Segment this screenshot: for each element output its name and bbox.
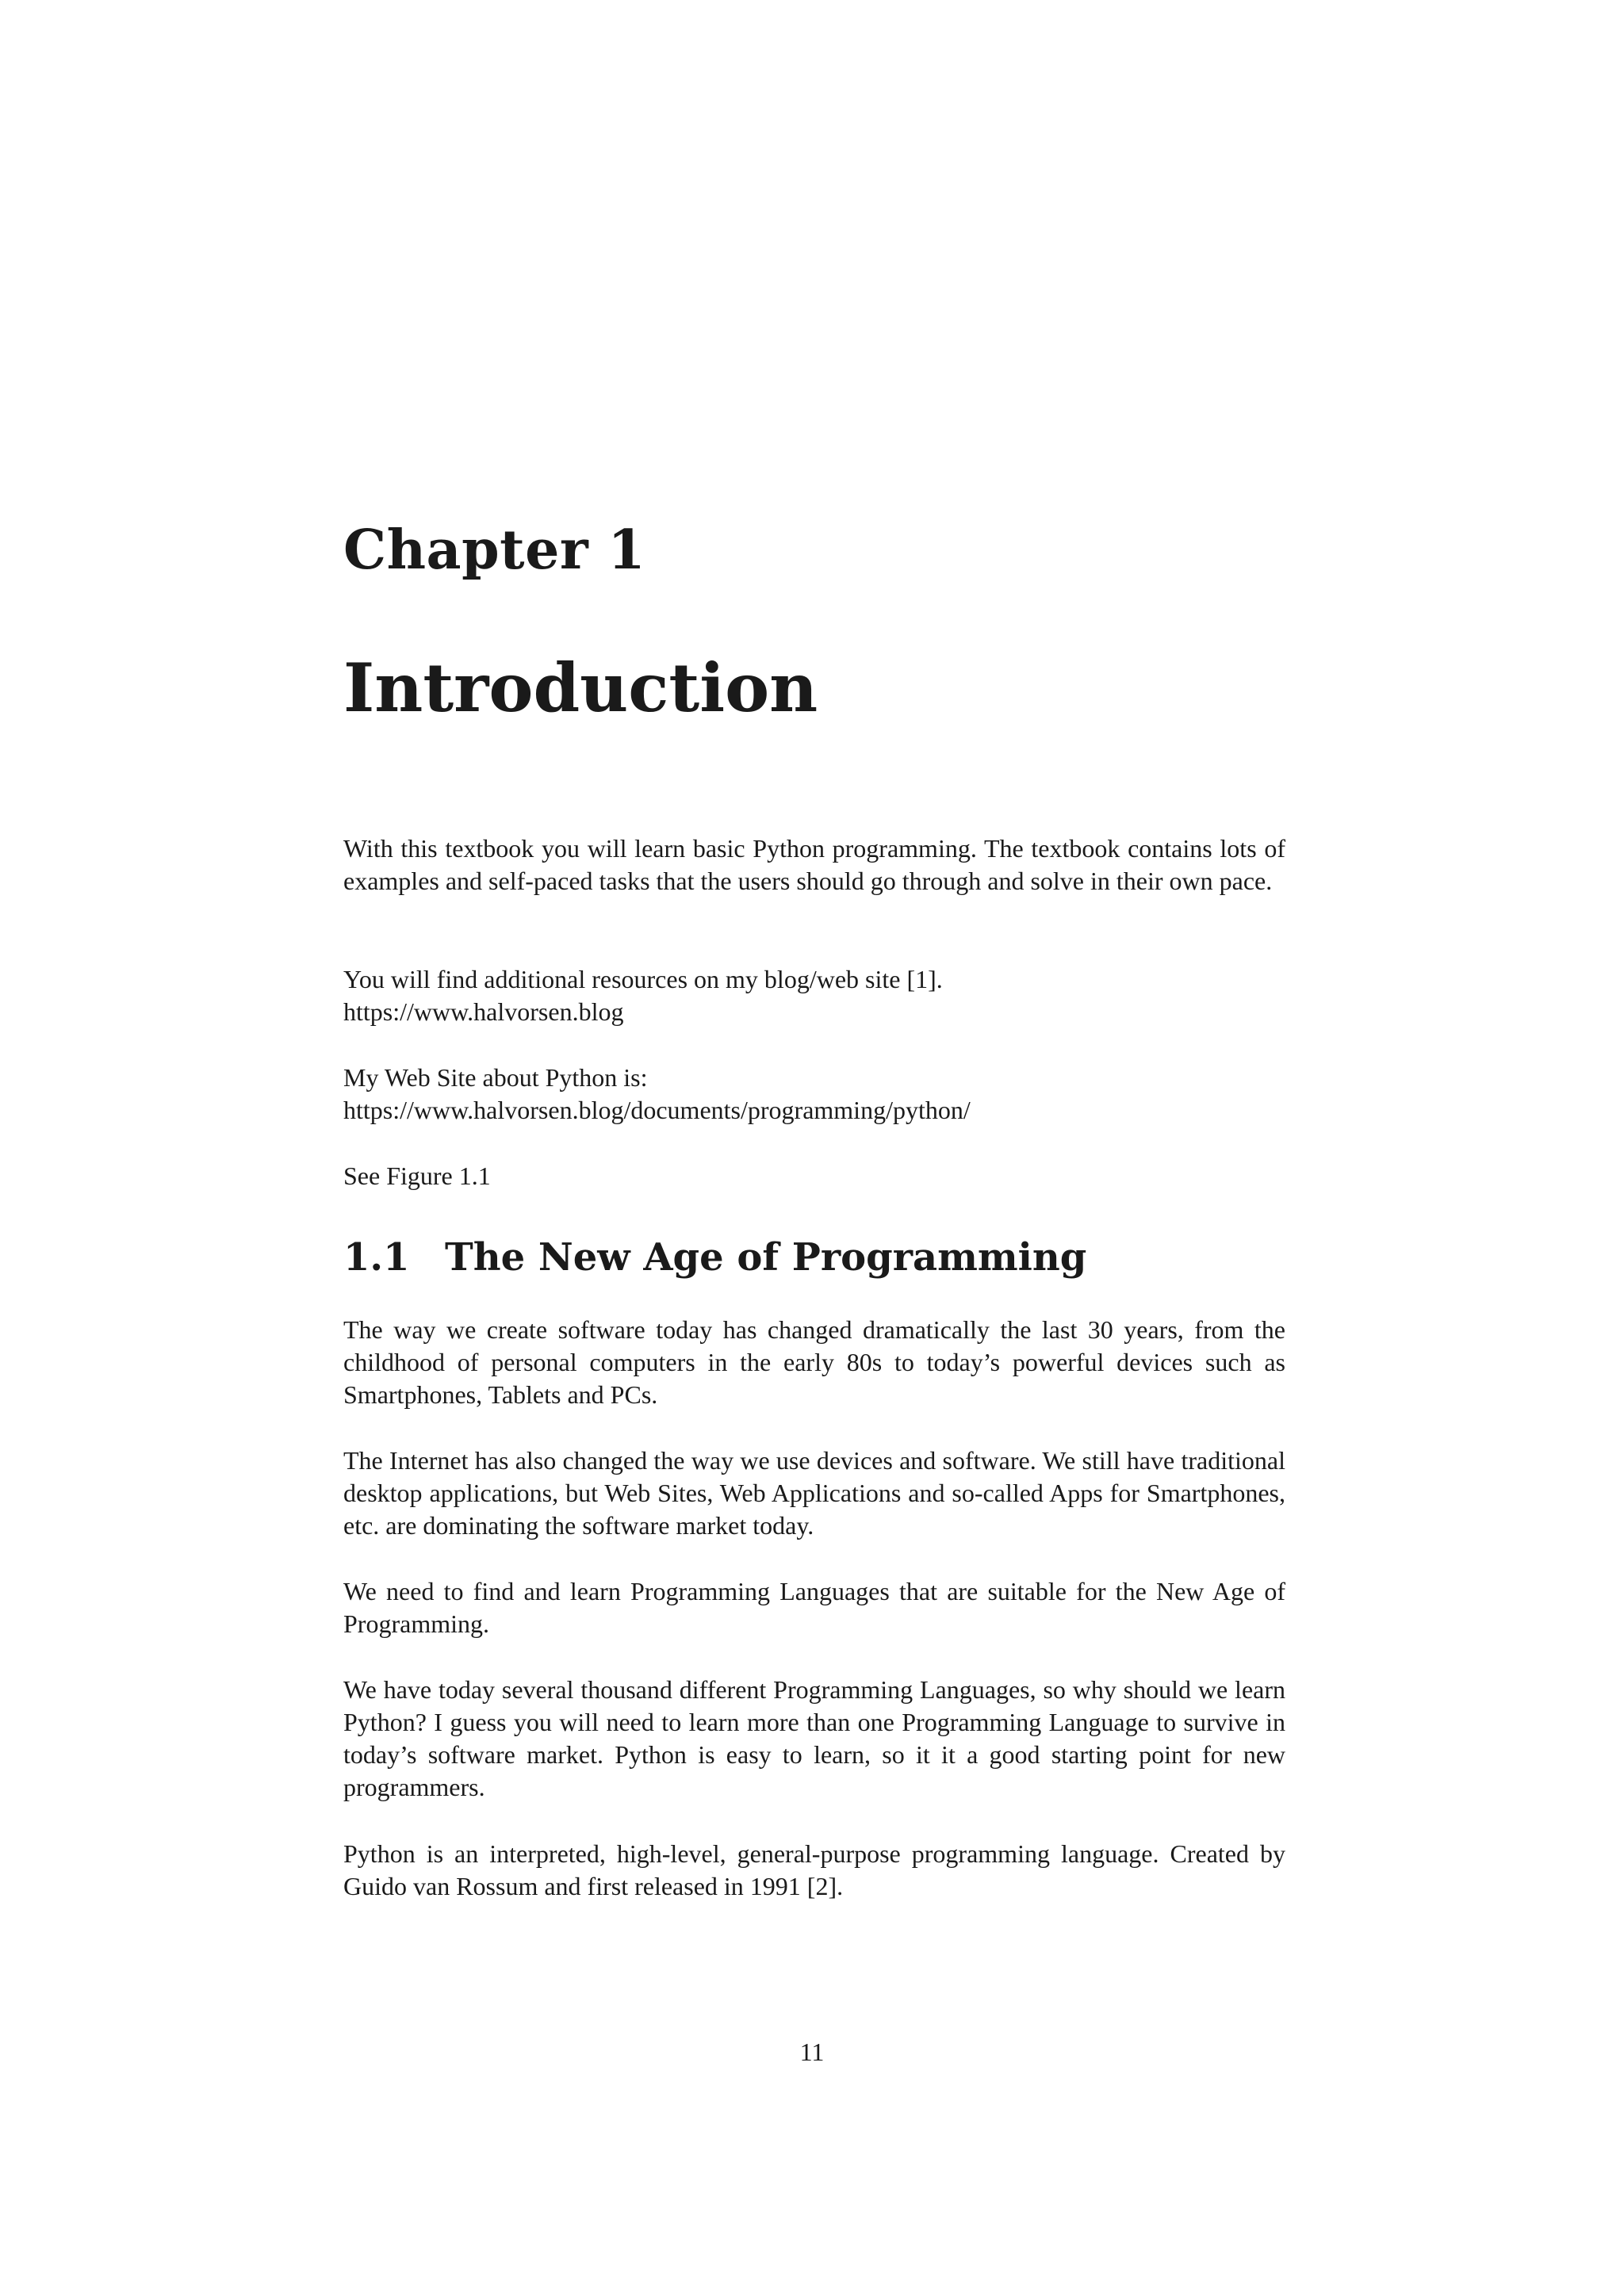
section-paragraph-3: We need to find and learn Programming Languages that are suitable for the New Age of Programming.: [343, 1577, 1285, 1638]
section-heading: [343, 1235, 1285, 1280]
section-number: 1.1: [343, 1235, 410, 1280]
chapter-title: Introduction: [343, 649, 818, 727]
section-paragraph-2: The Internet has also changed the way we use devices and software. We still have traditional desktop applications, but Web Sites, Web Applications and so-called Apps for Smartphones, etc. are dominating the software market today.: [343, 1446, 1285, 1540]
figure-reference: See Figure 1.1: [343, 1161, 491, 1190]
section-paragraph-4: We have today several thousand different Programming Languages, so why should we learn Python? I guess you will need to learn more than one Programming Language to survive in today’s software market. Python is easy to learn, so it it a good starting point for new programmers.: [343, 1675, 1285, 1801]
intro-paragraph-2-line-1: You will find additional resources on my blog/web site [1].: [343, 965, 943, 993]
python-site-url: https://www.halvorsen.blog/documents/programming/python/: [343, 1096, 971, 1124]
intro-paragraph-3-line-1: My Web Site about Python is:: [343, 1063, 648, 1092]
intro-paragraph-3: [343, 1062, 1285, 1127]
blog-url: https://www.halvorsen.blog: [343, 997, 624, 1026]
intro-paragraph-2: [343, 963, 1285, 1028]
section-title: The New Age of Programming: [445, 1235, 1087, 1280]
section-paragraph-1: The way we create software today has changed dramatically the last 30 years, from the childhood of personal computers in the early 80s to today’s powerful devices such as Smartphones, Tablets and PCs.: [343, 1315, 1285, 1409]
intro-paragraph-1: With this textbook you will learn basic Python programming. The textbook contains lots of examples and self-paced tasks that the users should go through and solve in their own pace.: [343, 834, 1285, 895]
page-number: 11: [799, 2038, 825, 2066]
section-paragraph-5: Python is an interpreted, high-level, general-purpose programming language. Created by Guido van Rossum and first released in 1991 [2].: [343, 1839, 1285, 1900]
chapter-label: Chapter 1: [343, 519, 646, 582]
